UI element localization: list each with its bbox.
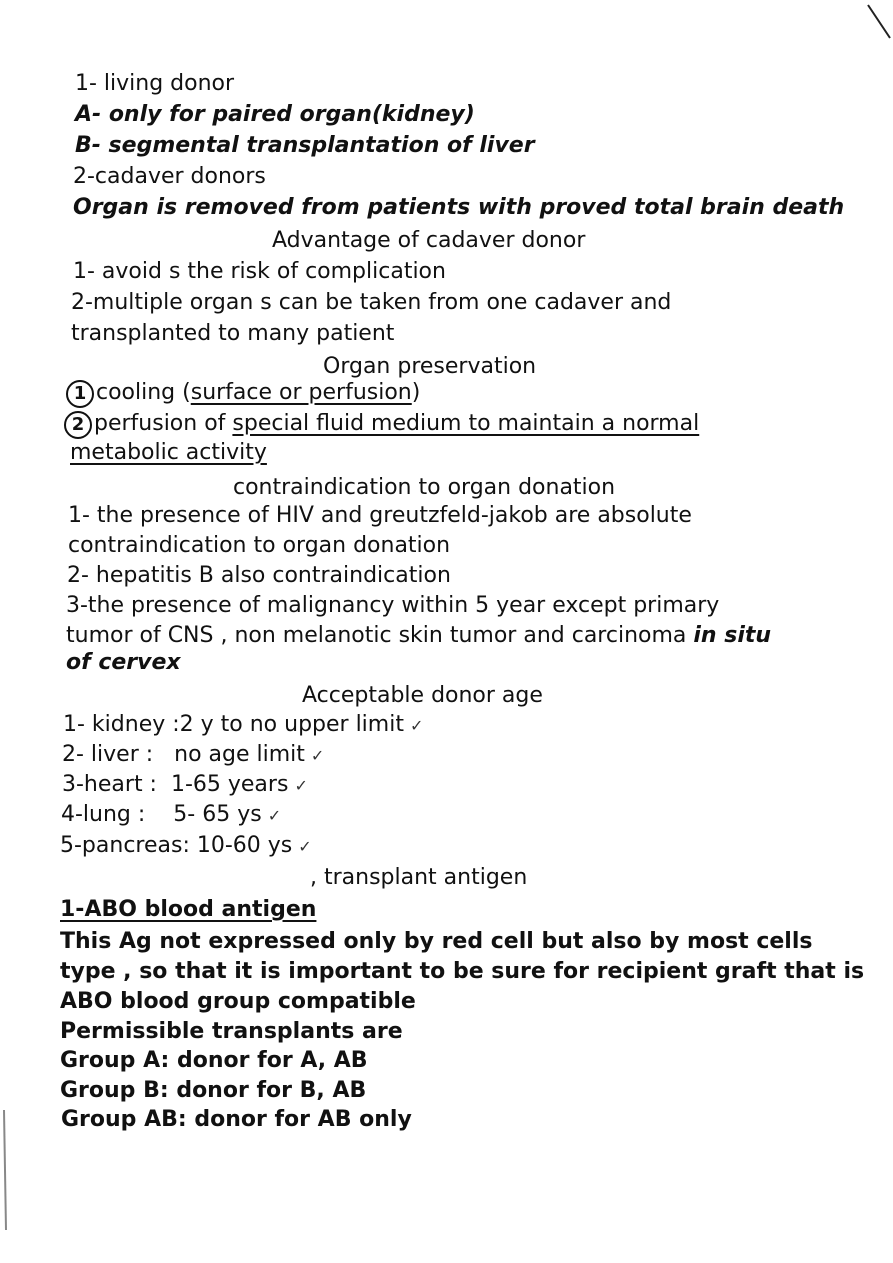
check-mark-icon: ✓ bbox=[294, 776, 308, 795]
check-mark-icon: ✓ bbox=[310, 746, 325, 765]
contraindication-item-3-line-2 bbox=[66, 623, 771, 649]
living-donor-line: 1- living donor bbox=[75, 71, 235, 96]
donor-age-lung bbox=[61, 802, 281, 829]
donor-age-heart bbox=[62, 772, 308, 799]
circled-number-2: 2 bbox=[64, 411, 92, 439]
donor-age-pancreas bbox=[60, 833, 312, 860]
contraindication-item-1-line-2: contraindication to organ donation bbox=[68, 533, 451, 558]
contraindication-item-3-line-3: of cervex bbox=[66, 650, 181, 675]
contraindication-item-2: 2- hepatitis B also contraindication bbox=[67, 563, 451, 588]
preservation-item-1 bbox=[66, 380, 420, 408]
advantage-heading: Advantage of cadaver donor bbox=[272, 228, 586, 253]
check-mark-icon: ✓ bbox=[409, 716, 424, 735]
group-ab-line: Group AB: donor for AB only bbox=[61, 1107, 412, 1132]
contraindication-in-situ: in situ bbox=[693, 623, 772, 648]
circled-number-1: 1 bbox=[66, 380, 94, 408]
living-donor-b: B- segmental transplantation of liver bbox=[75, 133, 535, 158]
abo-text-line-3: ABO blood group compatible bbox=[60, 989, 416, 1014]
contraindication-item-1-line-1: 1- the presence of HIV and greutzfeld-jakob are absolute bbox=[68, 503, 692, 528]
donor-age-liver bbox=[62, 742, 324, 769]
preservation-heading: Organ preservation bbox=[323, 354, 537, 379]
living-donor-a: A- only for paired organ(kidney) bbox=[75, 102, 475, 127]
contraindication-item-3-line-1: 3-the presence of malignancy within 5 year except primary bbox=[66, 593, 720, 618]
group-b-line: Group B: donor for B, AB bbox=[60, 1078, 367, 1103]
check-mark-icon: ✓ bbox=[298, 837, 312, 856]
donor-age-kidney-text: 1- kidney :2 y to no upper limit bbox=[63, 712, 404, 737]
check-mark-icon: ✓ bbox=[267, 806, 282, 825]
advantage-item-1: 1- avoid s the risk of complication bbox=[73, 259, 446, 284]
donor-age-kidney bbox=[63, 712, 423, 739]
advantage-item-2-line-1: 2-multiple organ s can be taken from one cadaver and bbox=[71, 290, 672, 315]
contraindication-heading: contraindication to organ donation bbox=[233, 475, 616, 500]
preservation-item-2-line-2: metabolic activity bbox=[70, 440, 267, 465]
preservation-item-2-underlined: special fluid medium to maintain a normal bbox=[232, 411, 700, 436]
abo-text-line-2: type , so that it is important to be sure for recipient graft that is bbox=[60, 959, 865, 984]
preservation-item-1-end: ) bbox=[411, 380, 421, 405]
donor-age-heart-text: 3-heart : 1-65 years bbox=[62, 772, 289, 797]
abo-antigen-heading: 1-ABO blood antigen bbox=[60, 897, 317, 922]
preservation-item-1-underlined: surface or perfusion bbox=[190, 380, 412, 405]
group-a-line: Group A: donor for A, AB bbox=[60, 1048, 368, 1073]
cadaver-donor-desc: Organ is removed from patients with proved total brain death bbox=[73, 195, 845, 220]
cadaver-donor-line: 2-cadaver donors bbox=[73, 164, 266, 189]
donor-age-heading: Acceptable donor age bbox=[302, 683, 543, 708]
transplant-antigen-heading: , transplant antigen bbox=[310, 865, 528, 890]
contraindication-item-3-text: tumor of CNS , non melanotic skin tumor and carcinoma bbox=[66, 623, 694, 648]
permissible-transplants: Permissible transplants are bbox=[60, 1019, 403, 1044]
advantage-item-2-line-2: transplanted to many patient bbox=[71, 321, 395, 346]
preservation-item-1-text: cooling ( bbox=[96, 380, 191, 405]
donor-age-liver-text: 2- liver : no age limit bbox=[62, 742, 305, 767]
donor-age-lung-text: 4-lung : 5- 65 ys bbox=[61, 802, 262, 827]
preservation-item-2 bbox=[64, 411, 699, 439]
donor-age-pancreas-text: 5-pancreas: 10-60 ys bbox=[60, 833, 293, 858]
preservation-item-2-text: perfusion of bbox=[94, 411, 233, 436]
abo-text-line-1: This Ag not expressed only by red cell but also by most cells bbox=[60, 929, 813, 954]
